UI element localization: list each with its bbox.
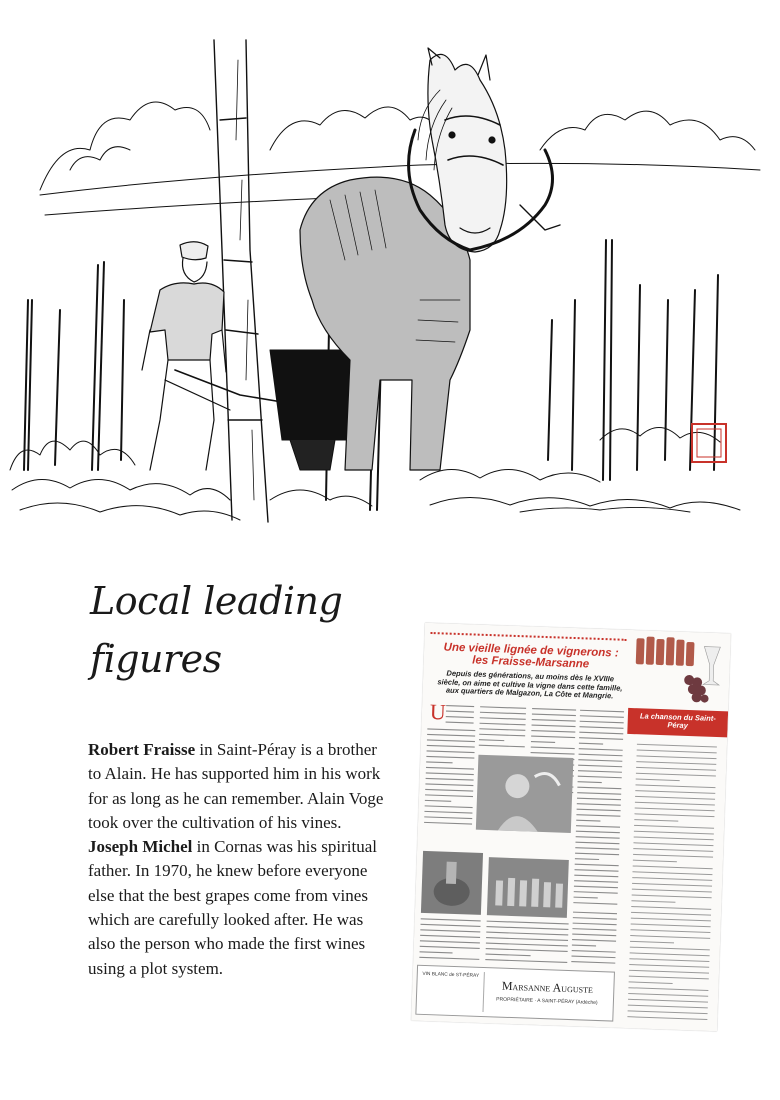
wine-label-name: Marsanne Auguste bbox=[501, 978, 594, 996]
clipping-text-line bbox=[576, 826, 620, 828]
artist-stamp bbox=[692, 424, 726, 462]
clipping-text-line bbox=[630, 953, 710, 956]
clipping-text-line bbox=[634, 814, 714, 817]
clipping-text-line bbox=[630, 930, 710, 933]
clipping-text-line bbox=[532, 709, 576, 711]
clipping-text-line bbox=[635, 796, 715, 799]
clipping-text-line bbox=[634, 831, 714, 834]
clipping-text-line bbox=[576, 815, 620, 817]
clipping-text-line bbox=[629, 976, 709, 979]
clipping-text-line bbox=[580, 721, 624, 723]
clipping-text-line bbox=[426, 762, 452, 763]
clipping-text-line bbox=[578, 776, 622, 778]
drop-cap: U bbox=[429, 699, 447, 725]
clipping-text-line bbox=[636, 762, 716, 765]
section-heading bbox=[90, 572, 410, 688]
clipping-text-line bbox=[572, 940, 616, 942]
vineyard-plough-horse-illustration bbox=[0, 0, 780, 540]
clipping-text-line bbox=[571, 962, 615, 964]
paragraph-text-2: in Cornas was his spiritual father. In 1970, he knew before everyone else that the best grapes come from vines which are carefully looked after. He was also the person who made the first wines using a plot system. bbox=[88, 837, 377, 978]
clipping-text-line bbox=[425, 784, 473, 786]
clipping-text-line bbox=[629, 970, 709, 973]
clipping-main-column bbox=[411, 623, 631, 1028]
wine-label-place: PROPRIÉTAIRE · A SAINT-PÉRAY (Ardèche) bbox=[496, 996, 598, 1007]
clipping-text-line bbox=[575, 859, 599, 860]
clipping-text-line bbox=[446, 722, 474, 723]
clipping-text-line bbox=[633, 849, 713, 852]
clipping-text-line bbox=[630, 947, 710, 950]
clipping-text-line bbox=[446, 706, 474, 707]
clipping-text-line bbox=[487, 921, 569, 924]
clipping-text-line bbox=[629, 965, 709, 968]
clipping-text-line bbox=[628, 1005, 708, 1008]
clipping-text-line bbox=[425, 806, 473, 808]
clipping-text-line bbox=[426, 773, 474, 775]
clipping-text-line bbox=[574, 892, 618, 894]
clipping-text-line bbox=[425, 800, 451, 801]
clipping-text-line bbox=[630, 936, 710, 939]
clipping-text-line bbox=[427, 745, 475, 747]
clipping-text-line bbox=[577, 798, 621, 800]
clipping-text-line bbox=[531, 747, 575, 749]
clipping-text-line bbox=[637, 744, 717, 747]
clipping-text-line bbox=[579, 754, 623, 756]
clipping-text-line bbox=[579, 738, 623, 740]
clipping-text-line bbox=[480, 718, 526, 720]
clipping-text-line bbox=[579, 732, 623, 734]
clipping-text-line bbox=[633, 854, 713, 857]
clipping-text-line bbox=[424, 811, 472, 813]
clipping-text-line bbox=[636, 785, 716, 788]
clipping-text-line bbox=[634, 825, 714, 828]
clipping-text-line bbox=[574, 881, 618, 883]
side-title: La chanson du Saint-Péray bbox=[639, 711, 716, 731]
wine-label-divider bbox=[482, 972, 484, 1012]
clipping-text-line bbox=[628, 993, 708, 996]
tree-trunk bbox=[214, 40, 268, 522]
clipping-text-line bbox=[633, 843, 713, 846]
clipping-text-line bbox=[580, 716, 624, 718]
clipping-text-line bbox=[573, 923, 617, 925]
clipping-text-line bbox=[576, 820, 600, 821]
wine-label-left-text: VIN BLANC de ST-PÉRAY bbox=[422, 971, 480, 979]
clipping-text-line bbox=[446, 711, 474, 712]
clipping-text-line bbox=[421, 924, 481, 926]
clipping-text-line bbox=[577, 793, 621, 795]
clipping-text-line bbox=[635, 802, 715, 805]
clipping-text-line bbox=[636, 767, 716, 770]
clipping-text-line bbox=[572, 945, 596, 946]
clipping-text-line bbox=[634, 837, 714, 840]
clipping-text-line bbox=[577, 787, 621, 789]
clipping-text-line bbox=[631, 912, 711, 915]
clipping-text-line bbox=[572, 951, 616, 953]
clipping-text-line bbox=[419, 957, 479, 959]
clipping-text-line bbox=[630, 941, 674, 943]
clipping-text-line bbox=[480, 707, 526, 709]
clipping-text-line bbox=[632, 889, 712, 892]
clipping-text-line bbox=[479, 745, 525, 747]
clipping-text-line bbox=[531, 736, 575, 738]
clipping-text-line bbox=[578, 782, 602, 783]
clipping-text-line bbox=[631, 924, 711, 927]
clipping-text-line bbox=[425, 795, 473, 797]
clipping-text-line bbox=[579, 749, 623, 751]
clipping-text-line bbox=[427, 740, 475, 742]
clipping-text-line bbox=[486, 932, 568, 935]
clipping-text-line bbox=[574, 886, 618, 888]
clipping-text-line bbox=[631, 901, 675, 903]
clipping-text-line bbox=[575, 864, 619, 866]
clipping-text-line bbox=[479, 729, 525, 731]
clipping-text-line bbox=[573, 912, 617, 914]
clipping-text-line bbox=[531, 742, 555, 743]
clipping-text-line bbox=[424, 822, 472, 824]
clipping-text-line bbox=[577, 804, 621, 806]
newspaper-clipping bbox=[411, 623, 731, 1031]
clipping-text-line bbox=[635, 791, 715, 794]
clipping-text-line bbox=[486, 949, 568, 952]
clipping-text-line bbox=[421, 919, 481, 921]
clipping-text-line bbox=[628, 988, 708, 991]
clipping-text-line bbox=[637, 756, 717, 759]
clipping-text-line bbox=[636, 779, 680, 781]
clipping-text-line bbox=[572, 934, 616, 936]
clipping-text-line bbox=[420, 946, 480, 948]
artist-signature-stroke bbox=[520, 507, 690, 512]
clipping-text-line bbox=[480, 723, 526, 725]
clipping-text-line bbox=[631, 907, 711, 910]
clipping-text-line bbox=[531, 753, 575, 755]
clipping-text-line bbox=[572, 929, 616, 931]
side-verses bbox=[617, 740, 727, 1031]
clipping-text-line bbox=[628, 1011, 708, 1014]
clipping-text-line bbox=[632, 883, 712, 886]
clipping-text-line bbox=[486, 938, 568, 941]
clipping-text-line bbox=[480, 712, 526, 714]
clipping-text-line bbox=[575, 870, 619, 872]
heading-line-2: figures bbox=[90, 637, 222, 681]
paragraph-text-1: in Saint-Péray is a brother to Alain. He has supported him in his work for as long as he can remember. Alain Voge took over the cultivation of his vines. bbox=[88, 740, 384, 832]
clipping-text-line bbox=[426, 756, 474, 758]
clipping-text-line bbox=[427, 729, 475, 731]
clipping-text-line bbox=[574, 875, 618, 877]
clipping-text-line bbox=[573, 918, 617, 920]
clipping-text-line bbox=[634, 820, 678, 822]
clipping-text-line bbox=[427, 734, 475, 736]
clipping-text-line bbox=[446, 717, 474, 718]
clipping-text-line bbox=[631, 918, 711, 921]
clipping-text-line bbox=[575, 842, 619, 844]
clipping-text-line bbox=[636, 773, 716, 776]
clipping-text-line bbox=[633, 866, 713, 869]
clipping-text-line bbox=[427, 751, 475, 753]
clipping-text-line bbox=[574, 897, 598, 898]
clipping-text-line bbox=[576, 837, 620, 839]
clipping-text-line bbox=[637, 750, 717, 753]
clipping-text-line bbox=[628, 999, 708, 1002]
clipping-text-line bbox=[420, 935, 480, 937]
clipping-text-line bbox=[629, 959, 709, 962]
clipping-text-line bbox=[420, 930, 480, 932]
clipping-text-line bbox=[575, 848, 619, 850]
clipping-text-line bbox=[632, 895, 712, 898]
clipping-text-line bbox=[424, 817, 472, 819]
clipping-text-line bbox=[425, 789, 473, 791]
wine-label bbox=[415, 965, 615, 1022]
clipping-text-line bbox=[571, 956, 615, 958]
clipping-text-line bbox=[629, 982, 673, 984]
wine-bottles-graphic bbox=[628, 630, 731, 711]
heading-line-1: Local leading bbox=[90, 579, 343, 623]
clipping-text-line bbox=[632, 878, 712, 881]
clipping-text-line bbox=[577, 809, 621, 811]
clipping-text-line bbox=[420, 941, 480, 943]
clipping-subtitle: Depuis des générations, au moins dès le XVIIIe siècle, on aime et cultive la vigne dans cette famille, aux quartiers de Malgazon, La Côte et Mangrie. bbox=[437, 668, 623, 701]
clipping-text-line bbox=[632, 872, 712, 875]
clipping-text-line bbox=[579, 743, 603, 744]
clipping-text-line bbox=[578, 771, 622, 773]
clipping-text-line bbox=[578, 765, 622, 767]
clipping-text-line bbox=[633, 860, 677, 862]
clipping-text-line bbox=[486, 954, 531, 956]
clipping-text-line bbox=[426, 767, 474, 769]
clipping-text-line bbox=[578, 760, 622, 762]
person-name-joseph-michel: Joseph Michel bbox=[88, 837, 193, 857]
clipping-text-line bbox=[532, 725, 576, 727]
person-name-robert-fraisse: Robert Fraisse bbox=[88, 740, 196, 759]
clipping-text-line bbox=[479, 734, 525, 736]
clipping-text-line bbox=[486, 943, 568, 946]
clipping-text-line bbox=[531, 731, 575, 733]
clipping-text-line bbox=[532, 720, 576, 722]
clipping-text-line bbox=[420, 952, 453, 953]
clipping-text-line bbox=[635, 808, 715, 811]
clipping-text-line bbox=[575, 853, 619, 855]
clipping-side-column bbox=[617, 630, 731, 1031]
clipping-text-line bbox=[576, 831, 620, 833]
body-paragraph bbox=[88, 738, 388, 981]
clipping-text-line bbox=[532, 714, 576, 716]
clipping-text-line bbox=[573, 903, 617, 905]
clipping-text-line bbox=[580, 710, 624, 712]
clipping-title: Une vieille lignée de vignerons : les Fraisse-Marsanne bbox=[443, 641, 619, 671]
clipping-text-line bbox=[479, 740, 504, 741]
clipping-text-line bbox=[627, 1017, 707, 1020]
clipping-text-line bbox=[486, 927, 568, 930]
clipping-text-line bbox=[485, 960, 567, 963]
clipping-text-line bbox=[426, 778, 474, 780]
clipping-text-line bbox=[580, 727, 624, 729]
